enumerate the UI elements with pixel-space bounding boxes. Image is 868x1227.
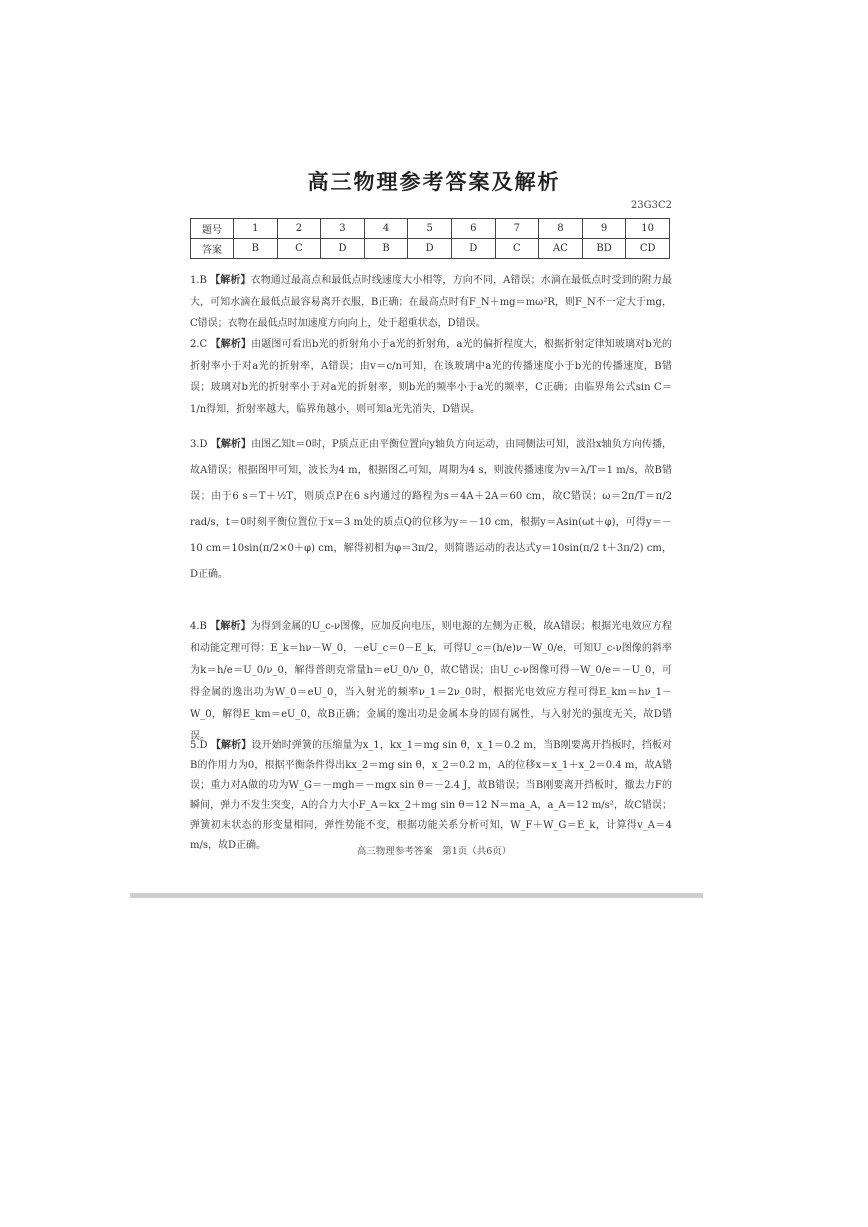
- table-cell: B: [364, 239, 408, 259]
- table-cell: BD: [582, 239, 626, 259]
- table-cell: 4: [364, 219, 408, 239]
- question-number: 2.C: [190, 339, 208, 350]
- explanation-text: 为得到金属的U_c-ν图像，应加反向电压，则电源的左侧为正极，故A错误；根据光电效应方程和动能定理可得：E_k＝hν－W_0，－eU_c＝0－E_k，可得U_c＝(h/e)ν－W_0/e，可知U_c-ν图像的斜率为k＝h/e＝U_0/ν_0，解得普朗克常量h＝eU_0/ν_0，故C错误；由U_c-ν图像可得－W_0/e＝－U_0，可得金属的逸出功为W_0＝eU_0，当入射光的频率ν_1＝2ν_0时，根据光电效应方程可得E_km＝hν_1－W_0，解得E_km＝eU_0，故B正确；金属的逸出功是金属本身的固有属性，与入射光的强度无关，故D错误。: [190, 621, 673, 742]
- analysis-tag: 【解析】: [210, 621, 251, 632]
- question-2-explanation: [190, 334, 672, 420]
- analysis-tag: 【解析】: [210, 439, 252, 450]
- table-cell: 2: [277, 219, 321, 239]
- table-cell: CD: [626, 239, 670, 259]
- table-header-cell: 题号: [191, 219, 234, 239]
- question-5-explanation: [190, 736, 672, 856]
- question-number: 5.D: [190, 740, 208, 751]
- explanation-text: 由题图可看出b光的折射角小于a光的折射角，a光的偏折程度大，根据折射定律知玻璃对b光的折射率小于对a光的折射率，A错误；由v＝c/n可知，在该玻璃中a光的传播速度小于b光的传播速度，B错误；玻璃对b光的折射率小于对a光的折射率，则b光的频率小于a光的频率，C正确；由临界角公式sin C＝1/n得知，折射率越大，临界角越小，则可知a光先消失，D错误。: [190, 339, 672, 415]
- analysis-tag: 【解析】: [210, 339, 252, 350]
- table-cell: 8: [539, 219, 583, 239]
- table-cell: 7: [495, 219, 539, 239]
- document-title: 高三物理参考答案及解析: [307, 169, 561, 194]
- table-cell: C: [277, 239, 321, 259]
- table-cell: 3: [321, 219, 365, 239]
- table-cell: 9: [582, 219, 626, 239]
- question-number: 3.D: [190, 439, 208, 450]
- table-cell: 1: [234, 219, 278, 239]
- answer-table-row-answers: [191, 239, 670, 259]
- table-cell: D: [321, 239, 365, 259]
- question-4-explanation: [190, 616, 672, 748]
- analysis-tag: 【解析】: [210, 275, 251, 286]
- explanation-text: 由图乙知t＝0时，P质点正由平衡位置向y轴负方向运动，由同侧法可知，波沿x轴负方向传播，故A错误；根据图甲可知，波长为4 m，根据图乙可知，周期为4 s，则波传播速度为v＝λ/T＝1 m/s，故B错误；由于6 s＝T＋½T，则质点P在6 s内通过的路程为s＝4A＋2A＝60 cm，故C错误；ω＝2π/T＝π/2 rad/s，t＝0时刻平衡位置位于x＝3 m处的质点Q的位移为y＝－10 cm，根据y＝Asin(ωt＋φ)，可得y＝－10 cm＝10sin(π/2×0＋φ) cm，解得初相为φ＝3π/2，则简谐运动的表达式y＝10sin(π/2 t＋3π/2) cm，D正确。: [190, 439, 673, 580]
- question-number: 1.B: [190, 275, 207, 286]
- table-cell: B: [234, 239, 278, 259]
- table-header-cell: 答案: [191, 239, 234, 259]
- question-1-explanation: [190, 270, 672, 335]
- question-number: 4.B: [190, 621, 207, 632]
- page-footer: 高三物理参考答案 第1页（共6页）: [356, 846, 512, 857]
- table-cell: D: [408, 239, 452, 259]
- table-cell: 5: [408, 219, 452, 239]
- answer-table: [190, 218, 670, 259]
- analysis-tag: 【解析】: [210, 740, 252, 751]
- answer-table-row-numbers: [191, 219, 670, 239]
- explanation-text: 衣物通过最高点和最低点时线速度大小相等，方向不同，A错误；水滴在最低点时受到的附力最大，可知水滴在最低点最容易离开衣服，B正确；在最高点时有F_N＋mg＝mω²R，则F_N不一定大于mg，C错误；衣物在最低点时加速度方向向上，处于超重状态，D错误。: [190, 275, 672, 329]
- table-cell: 6: [451, 219, 495, 239]
- explanation-text: 设开始时弹簧的压缩量为x_1，kx_1＝mg sin θ，x_1＝0.2 m，当B刚要离开挡板时，挡板对B的作用力为0，根据平衡条件得出kx_2＝mg sin θ，x_2＝0.2 m，A的位移x＝x_1＋x_2＝0.4 m，故A错误；重力对A做的功为W_G＝－mgh＝－mgx sin θ＝－2.4 J，故B错误；当B刚要离开挡板时，撤去力F的瞬间，弹力不发生突变，A的合力大小F_A＝kx_2＋mg sin θ＝12 N＝ma_A，a_A＝12 m/s²，故C错误；弹簧初末状态的形变量相同，弹性势能不变，根据功能关系分析可知，W_F＋W_G＝E_k，计算得v_A＝4 m/s，故D正确。: [190, 740, 672, 851]
- page-divider: [130, 893, 703, 898]
- table-cell: C: [495, 239, 539, 259]
- document-code: 23G3C2: [630, 200, 672, 211]
- table-cell: D: [451, 239, 495, 259]
- question-3-explanation: [190, 432, 672, 588]
- table-cell: 10: [626, 219, 670, 239]
- table-cell: AC: [539, 239, 583, 259]
